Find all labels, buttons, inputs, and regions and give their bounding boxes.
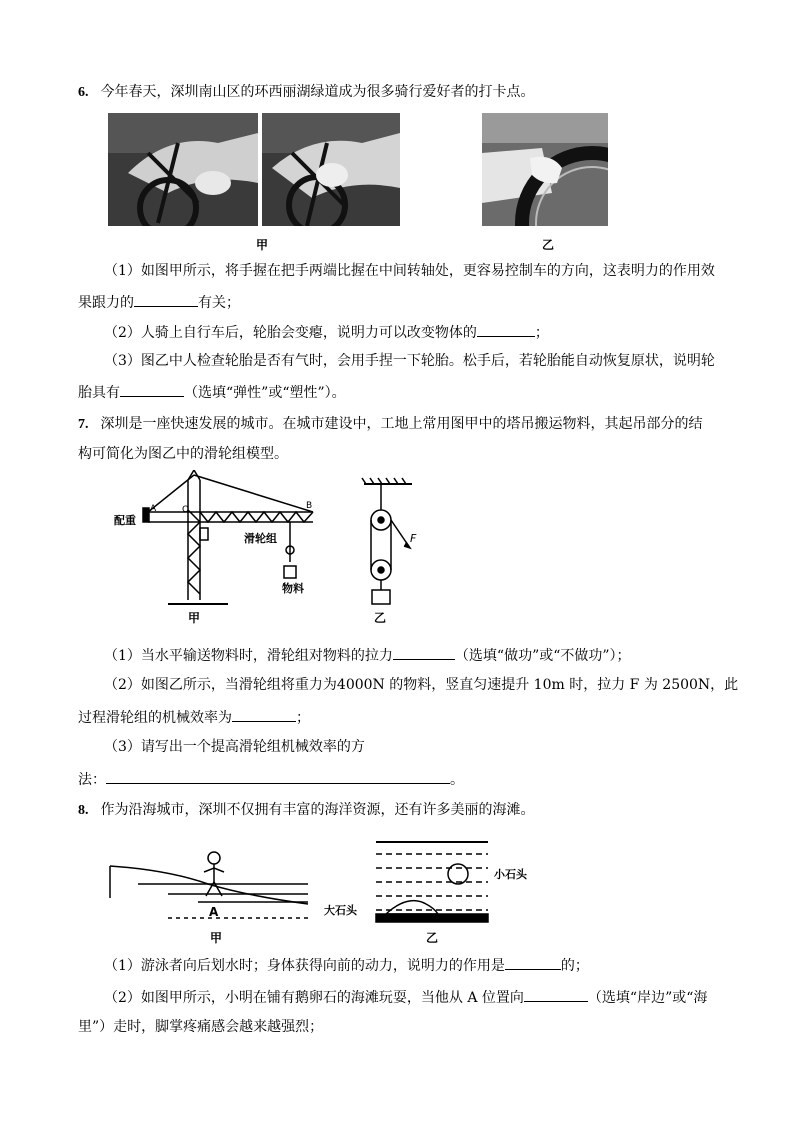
q7-part3-line2 (78, 768, 464, 790)
q6-number: 6. (78, 85, 89, 100)
q7-part3-text-end: 。 (450, 772, 464, 788)
q7-part2-line2 (78, 706, 310, 728)
q7-stem-line2: 构可简化为图乙中的滑轮组模型。 (78, 446, 288, 462)
q8-part1-text-end: 的； (560, 958, 589, 974)
q6-part3-line1: （3）图乙中人检查轮胎是否有气时，会用手捏一下轮胎。松手后，若轮胎能自动恢复原状，说明轮 (104, 353, 715, 369)
q8-part2-answer-blank[interactable] (524, 986, 588, 1002)
q8-part2-line1 (104, 986, 707, 1008)
q8-number: 8. (78, 803, 89, 818)
q6-stem: 今年春天，深圳南山区的环西丽湖绿道成为很多骑行爱好者的打卡点。 (100, 84, 535, 100)
beach-position-a-label: A (209, 905, 219, 919)
crane-point-b-label: B (306, 501, 313, 511)
q6-part2-answer-blank[interactable] (477, 321, 535, 337)
q6-fig-jia-caption: 甲 (256, 238, 269, 252)
q8-part2-line2: 里”）走时，脚掌疼痛感会越来越强烈； (78, 1019, 324, 1035)
q7-fig-yi-caption: 乙 (374, 611, 387, 625)
q7-part3-answer-blank[interactable] (106, 768, 450, 784)
q7-part1-line (104, 644, 631, 666)
q7-part1-text: （1）当水平输送物料时，滑轮组对物料的拉力 (104, 648, 393, 664)
q6-photo-yi (482, 113, 608, 226)
q6-part1-text: 果跟力的 (78, 295, 134, 311)
crane-pulley-label: 滑轮组 (244, 532, 277, 545)
q7-stem-line1 (78, 414, 703, 435)
q8-stem: 作为沿海城市，深圳不仅拥有丰富的海洋资源，还有许多美丽的海滩。 (100, 802, 535, 818)
bike-handlebar-photo-2 (262, 113, 400, 226)
q7-part2-text: 过程滑轮组的机械效率为 (78, 710, 232, 726)
big-stone-label: 大石头 (324, 904, 357, 917)
q6-fig-yi-caption: 乙 (542, 238, 555, 252)
q6-part3-text: 胎具有 (78, 385, 120, 401)
underwater-stones-diagram (376, 842, 488, 922)
q8-part2-text: （2）如图甲所示，小明在铺有鹅卵石的海滩玩耍，当他从 A 位置向 (104, 990, 524, 1006)
q6-photo-jia-right (262, 113, 400, 226)
q6-part2-line (104, 321, 549, 343)
q7-number: 7. (78, 417, 89, 432)
q7-part2-text-end: ； (296, 710, 310, 726)
crane-point-a-label: A (150, 504, 157, 514)
q7-part3-line1: （3）请写出一个提高滑轮组机械效率的方 (104, 739, 365, 755)
q8-part1-answer-blank[interactable] (505, 954, 561, 970)
q8-diagrams (108, 838, 548, 946)
crane-counterweight-label: 配重 (114, 514, 136, 527)
q8-fig-yi-caption: 乙 (426, 931, 439, 945)
pulley-block-diagram (362, 478, 412, 604)
q7-fig-jia-caption: 甲 (188, 611, 201, 625)
q7-part1-text-end: （选填“做功”或“不做功”）； (454, 648, 631, 664)
q6-part1-line1: （1）如图甲所示，将手握在把手两端比握在中间转轴处，更容易控制车的方向，这表明力的作用效 (104, 263, 715, 279)
bike-handlebar-photo-1 (108, 113, 258, 226)
crane-material-label: 物料 (282, 582, 304, 595)
q6-part1-answer-blank[interactable] (134, 291, 198, 307)
q7-part1-answer-blank[interactable] (393, 644, 455, 660)
q6-part1-text-end: 有关； (198, 295, 240, 311)
small-stone-label: 小石头 (494, 868, 527, 881)
q8-fig-jia-caption: 甲 (210, 931, 223, 945)
q6-part3-answer-blank[interactable] (120, 381, 184, 397)
q6-part2-text: （2）人骑上自行车后，轮胎会变瘪，说明力可以改变物体的 (104, 325, 477, 341)
q7-diagrams (108, 470, 448, 630)
q6-part1-line2 (78, 291, 240, 313)
q7-stem-a: 深圳是一座快速发展的城市。在城市建设中，工地上常用图甲中的塔吊搬运物料，其起吊部分的结 (100, 416, 703, 432)
q6-part3-line2 (78, 381, 346, 403)
q8-part2-text-mid: （选填“岸边”或“海 (587, 990, 708, 1006)
q7-part2-line1: （2）如图乙所示，当滑轮组将重力为4000N 的物料，竖直匀速提升 10m 时，拉力 F 为 2500N，此 (104, 677, 739, 693)
crane-point-o-label: O (182, 505, 190, 515)
q7-part2-answer-blank[interactable] (232, 706, 296, 722)
q8-stem-line (78, 800, 535, 821)
q6-part2-text-end: ； (534, 325, 549, 341)
q6-photo-jia-left (108, 113, 258, 226)
q7-part3-text: 法： (78, 772, 106, 788)
pulley-force-f-label: F (410, 532, 417, 545)
q6-part3-text-end: （选填“弹性”或“塑性”）。 (184, 385, 346, 401)
q6-stem-line (78, 82, 535, 103)
q8-part1-line (104, 954, 589, 976)
tire-squeeze-photo (482, 113, 608, 226)
q8-part1-text: （1）游泳者向后划水时；身体获得向前的动力，说明力的作用是 (104, 958, 505, 974)
